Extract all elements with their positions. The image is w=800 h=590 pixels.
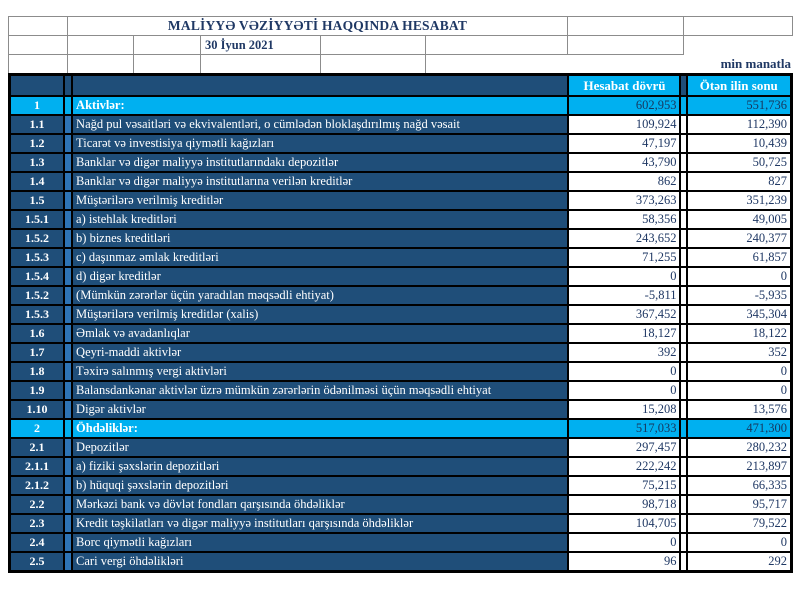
spacer-cell [64, 533, 72, 552]
row-number: 1.9 [10, 381, 64, 400]
row-value-current: 104,705 [568, 514, 680, 533]
header-empty-cell [133, 54, 201, 74]
row-label: a) fiziki şəxslərin depozitləri [72, 457, 568, 476]
row-label: Kredit təşkilatları və digər maliyyə institutları qarşısında öhdəliklər [72, 514, 568, 533]
row-value-current: -5,811 [568, 286, 680, 305]
row-value-current: 602,953 [568, 96, 680, 115]
spacer-cell [64, 115, 72, 134]
spacer-cell [64, 75, 72, 97]
row-value-previous: 345,304 [687, 305, 792, 324]
row-number: 1.5.4 [10, 267, 64, 286]
spacer-cell [64, 191, 72, 210]
spacer-cell [64, 400, 72, 419]
header-empty-cell [320, 54, 426, 74]
report-title: MALİYYƏ VƏZİYYƏTİ HAQQINDA HESABAT [67, 16, 568, 36]
row-label: Balansdankənar aktivlər üzrə mümkün zərərlərin ödənilməsi üçün məqsədli ehtiyat [72, 381, 568, 400]
row-label: Depozitlər [72, 438, 568, 457]
header-empty-cell [8, 35, 68, 55]
row-label: Banklar və digər maliyyə institutlarına verilən kreditlər [72, 172, 568, 191]
row-value-current: 71,255 [568, 248, 680, 267]
row-value-previous: 0 [687, 267, 792, 286]
column-header-previous: Ötən ilin sonu [687, 75, 792, 97]
row-label: b) hüquqi şəxslərin depozitləri [72, 476, 568, 495]
row-value-previous: 471,300 [687, 419, 792, 438]
row-value-previous: 551,736 [687, 96, 792, 115]
table-row [10, 153, 792, 172]
row-number: 1.4 [10, 172, 64, 191]
row-label: Ticarət və investisiya qiymətli kağızları [72, 134, 568, 153]
row-label: Əmlak və avadanlıqlar [72, 324, 568, 343]
table-row [10, 134, 792, 153]
row-value-current: 0 [568, 533, 680, 552]
row-label: Öhdəliklər: [72, 419, 568, 438]
table-row [10, 362, 792, 381]
row-value-previous: 112,390 [687, 115, 792, 134]
spacer-cell [64, 229, 72, 248]
row-value-previous: 352 [687, 343, 792, 362]
table-row [10, 400, 792, 419]
table-row [10, 286, 792, 305]
row-number: 1.1 [10, 115, 64, 134]
spacer-cell [64, 248, 72, 267]
row-value-previous: 0 [687, 362, 792, 381]
row-value-current: 96 [568, 552, 680, 572]
row-number: 2.4 [10, 533, 64, 552]
row-value-current: 243,652 [568, 229, 680, 248]
row-value-previous: 213,897 [687, 457, 792, 476]
row-label: Qeyri-maddi aktivlər [72, 343, 568, 362]
row-number: 1.3 [10, 153, 64, 172]
spacer-cell [64, 210, 72, 229]
header-empty-cell [567, 35, 684, 55]
row-value-current: 222,242 [568, 457, 680, 476]
spacer-cell [64, 96, 72, 115]
row-label: Aktivlər: [72, 96, 568, 115]
row-label: Müştərilərə verilmiş kreditlər [72, 191, 568, 210]
table-row [10, 457, 792, 476]
row-value-previous: -5,935 [687, 286, 792, 305]
row-value-previous: 18,122 [687, 324, 792, 343]
row-value-previous: 61,857 [687, 248, 792, 267]
row-value-current: 0 [568, 362, 680, 381]
row-label: Mərkəzi bank və dövlət fondları qarşısında öhdəliklər [72, 495, 568, 514]
row-number: 1.5.2 [10, 286, 64, 305]
row-value-previous: 0 [687, 381, 792, 400]
row-value-previous: 10,439 [687, 134, 792, 153]
row-value-current: 18,127 [568, 324, 680, 343]
row-label: Nağd pul vəsaitləri və ekvivalentləri, o cümlədən bloklaşdırılmış nağd vəsait [72, 115, 568, 134]
table-row [10, 514, 792, 533]
row-label: b) biznes kreditləri [72, 229, 568, 248]
table-row [10, 419, 792, 438]
table-row [10, 476, 792, 495]
row-value-current: 517,033 [568, 419, 680, 438]
row-value-current: 0 [568, 381, 680, 400]
row-value-previous: 292 [687, 552, 792, 572]
table-row [10, 210, 792, 229]
spacer-cell [64, 552, 72, 572]
row-value-previous: 50,725 [687, 153, 792, 172]
spacer-cell [64, 305, 72, 324]
row-number: 1.5.1 [10, 210, 64, 229]
spacer-cell [64, 476, 72, 495]
table-row [10, 267, 792, 286]
column-header-current: Hesabat dövrü [568, 75, 680, 97]
table-row [10, 495, 792, 514]
table-row [10, 96, 792, 115]
statement-table [8, 73, 793, 573]
row-number: 1.5 [10, 191, 64, 210]
row-value-current: 47,197 [568, 134, 680, 153]
table-row [10, 381, 792, 400]
row-label: c) daşınmaz əmlak kreditləri [72, 248, 568, 267]
row-value-previous: 0 [687, 533, 792, 552]
row-value-previous: 351,239 [687, 191, 792, 210]
row-number: 2 [10, 419, 64, 438]
spacer-cell [64, 343, 72, 362]
row-value-previous: 79,522 [687, 514, 792, 533]
header-empty-cell [567, 16, 684, 36]
table-row [10, 172, 792, 191]
row-number: 2.1.2 [10, 476, 64, 495]
row-value-current: 0 [568, 267, 680, 286]
column-header-empty [10, 75, 64, 97]
header-empty-cell [67, 35, 134, 55]
column-header-row [10, 75, 792, 97]
row-label: Digər aktivlər [72, 400, 568, 419]
row-number: 2.5 [10, 552, 64, 572]
table-row [10, 533, 792, 552]
column-header-empty [72, 75, 568, 97]
row-label: a) istehlak kreditləri [72, 210, 568, 229]
row-value-previous: 49,005 [687, 210, 792, 229]
spacer-cell [64, 514, 72, 533]
row-number: 1.8 [10, 362, 64, 381]
row-value-current: 367,452 [568, 305, 680, 324]
header-empty-cell [8, 54, 68, 74]
table-row [10, 552, 792, 572]
row-number: 1.2 [10, 134, 64, 153]
table-row [10, 343, 792, 362]
row-value-previous: 280,232 [687, 438, 792, 457]
row-label: Təxirə salınmış vergi aktivləri [72, 362, 568, 381]
header-empty-cell [67, 54, 134, 74]
row-value-current: 15,208 [568, 400, 680, 419]
row-value-current: 75,215 [568, 476, 680, 495]
row-label: d) digər kreditlər [72, 267, 568, 286]
row-number: 1.5.2 [10, 229, 64, 248]
table-row [10, 191, 792, 210]
row-number: 1.5.3 [10, 305, 64, 324]
row-value-previous: 240,377 [687, 229, 792, 248]
row-value-previous: 95,717 [687, 495, 792, 514]
spacer-cell [64, 267, 72, 286]
table-row [10, 248, 792, 267]
row-value-current: 109,924 [568, 115, 680, 134]
spacer-cell [64, 457, 72, 476]
row-value-current: 297,457 [568, 438, 680, 457]
header-empty-cell [425, 35, 568, 55]
row-number: 2.3 [10, 514, 64, 533]
row-label: Banklar və digər maliyyə institutlarındakı depozitlər [72, 153, 568, 172]
spacer-cell [64, 324, 72, 343]
table-row [10, 324, 792, 343]
spacer-cell [64, 495, 72, 514]
table-row [10, 438, 792, 457]
spacer-cell [64, 381, 72, 400]
table-row [10, 229, 792, 248]
row-label: (Mümkün zərərlər üçün yaradılan məqsədli ehtiyat) [72, 286, 568, 305]
table-row [10, 305, 792, 324]
table-row [10, 115, 792, 134]
spacer-cell [64, 134, 72, 153]
row-number: 1.7 [10, 343, 64, 362]
header-empty-cell [8, 16, 68, 36]
header-empty-cell [200, 54, 321, 74]
row-value-previous: 827 [687, 172, 792, 191]
spacer-cell [64, 419, 72, 438]
row-number: 2.1.1 [10, 457, 64, 476]
unit-note: min manatla [720, 56, 791, 71]
row-value-current: 98,718 [568, 495, 680, 514]
header-empty-cell [320, 35, 426, 55]
row-value-previous: 66,335 [687, 476, 792, 495]
row-label: Borc qiymətli kağızları [72, 533, 568, 552]
row-number: 2.1 [10, 438, 64, 457]
row-value-previous: 13,576 [687, 400, 792, 419]
row-value-current: 373,263 [568, 191, 680, 210]
row-value-current: 43,790 [568, 153, 680, 172]
row-value-current: 392 [568, 343, 680, 362]
spacer-cell [64, 438, 72, 457]
spacer-cell [64, 286, 72, 305]
spacer-cell [64, 153, 72, 172]
row-number: 1.10 [10, 400, 64, 419]
row-number: 1.6 [10, 324, 64, 343]
header-empty-cell [133, 35, 201, 55]
row-number: 1.5.3 [10, 248, 64, 267]
row-value-current: 862 [568, 172, 680, 191]
spacer-cell [64, 362, 72, 381]
report-date: 30 İyun 2021 [200, 35, 321, 55]
row-number: 2.2 [10, 495, 64, 514]
header-empty-cell [683, 16, 793, 36]
row-value-current: 58,356 [568, 210, 680, 229]
spacer-cell [64, 172, 72, 191]
row-label: Cari vergi öhdəlikləri [72, 552, 568, 572]
row-number: 1 [10, 96, 64, 115]
row-label: Müştərilərə verilmiş kreditlər (xalis) [72, 305, 568, 324]
